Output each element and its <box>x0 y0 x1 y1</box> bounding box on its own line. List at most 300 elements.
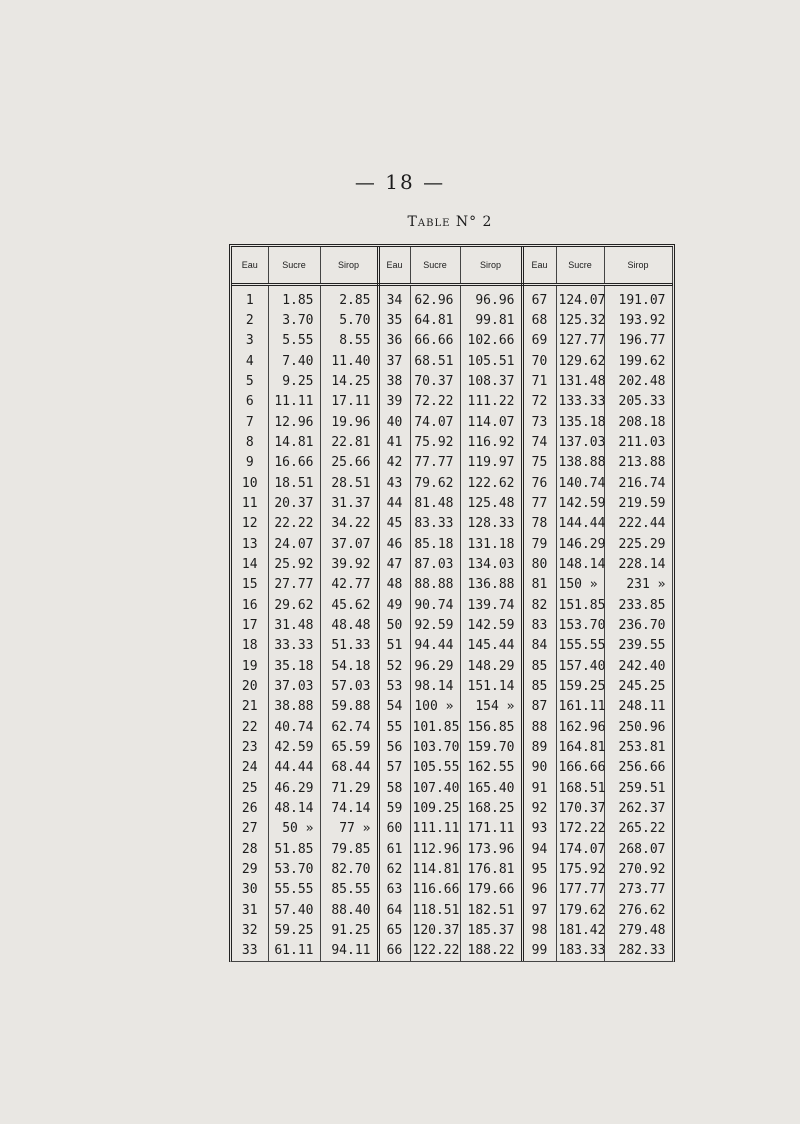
sirop-cell: 185.37 <box>460 920 522 940</box>
sucre-cell: 87.03 <box>410 554 460 574</box>
eau-cell: 13 <box>232 534 268 554</box>
sirop-cell: 134.03 <box>460 554 522 574</box>
sirop-cell: 74.14 <box>320 798 378 818</box>
sucre-cell: 1.85 <box>268 285 320 311</box>
eau-cell: 2 <box>232 310 268 330</box>
sucre-cell: 112.96 <box>410 839 460 859</box>
sirop-cell: 14.25 <box>320 371 378 391</box>
eau-cell: 3 <box>232 331 268 351</box>
sirop-cell: 262.37 <box>604 798 672 818</box>
sucre-cell: 31.48 <box>268 615 320 635</box>
sirop-cell: 270.92 <box>604 859 672 879</box>
sirop-cell: 136.88 <box>460 575 522 595</box>
eau-cell: 64 <box>378 900 410 920</box>
sucre-cell: 27.77 <box>268 575 320 595</box>
sirop-cell: 168.25 <box>460 798 522 818</box>
eau-cell: 97 <box>522 900 556 920</box>
eau-cell: 4 <box>232 351 268 371</box>
sirop-cell: 159.70 <box>460 737 522 757</box>
eau-cell: 76 <box>522 473 556 493</box>
sirop-cell: 128.33 <box>460 514 522 534</box>
table-row <box>232 758 672 778</box>
sirop-cell: 48.48 <box>320 615 378 635</box>
sucre-cell: 157.40 <box>556 656 604 676</box>
table-row <box>232 615 672 635</box>
eau-cell: 18 <box>232 636 268 656</box>
sirop-cell: 19.96 <box>320 412 378 432</box>
sirop-cell: 196.77 <box>604 331 672 351</box>
eau-cell: 21 <box>232 697 268 717</box>
sucre-cell: 14.81 <box>268 432 320 452</box>
sirop-cell: 37.07 <box>320 534 378 554</box>
sirop-cell: 228.14 <box>604 554 672 574</box>
eau-cell: 56 <box>378 737 410 757</box>
sirop-cell: 148.29 <box>460 656 522 676</box>
eau-cell: 80 <box>522 554 556 574</box>
eau-cell: 75 <box>522 453 556 473</box>
sirop-cell: 171.11 <box>460 819 522 839</box>
sucre-cell: 146.29 <box>556 534 604 554</box>
sirop-cell: 154 » <box>460 697 522 717</box>
sucre-cell: 29.62 <box>268 595 320 615</box>
eau-cell: 35 <box>378 310 410 330</box>
eau-cell: 15 <box>232 575 268 595</box>
sirop-cell: 179.66 <box>460 880 522 900</box>
sirop-cell: 239.55 <box>604 636 672 656</box>
table-row <box>232 310 672 330</box>
sucre-cell: 59.25 <box>268 920 320 940</box>
sucre-cell: 3.70 <box>268 310 320 330</box>
eau-cell: 45 <box>378 514 410 534</box>
sirop-cell: 213.88 <box>604 453 672 473</box>
sucre-cell: 127.77 <box>556 331 604 351</box>
sirop-cell: 5.70 <box>320 310 378 330</box>
eau-cell: 9 <box>232 453 268 473</box>
sucre-cell: 61.11 <box>268 941 320 961</box>
sucre-cell: 148.14 <box>556 554 604 574</box>
eau-cell: 78 <box>522 514 556 534</box>
sirop-cell: 191.07 <box>604 285 672 311</box>
eau-cell: 67 <box>522 285 556 311</box>
sucre-cell: 90.74 <box>410 595 460 615</box>
sirop-cell: 225.29 <box>604 534 672 554</box>
header-sucre: Sucre <box>268 247 320 285</box>
sirop-cell: 91.25 <box>320 920 378 940</box>
eau-cell: 82 <box>522 595 556 615</box>
conversion-table <box>229 244 675 962</box>
sucre-cell: 138.88 <box>556 453 604 473</box>
eau-cell: 84 <box>522 636 556 656</box>
header-sirop: Sirop <box>460 247 522 285</box>
sucre-cell: 101.85 <box>410 717 460 737</box>
sucre-cell: 72.22 <box>410 392 460 412</box>
sucre-cell: 105.55 <box>410 758 460 778</box>
eau-cell: 92 <box>522 798 556 818</box>
eau-cell: 41 <box>378 432 410 452</box>
sirop-cell: 216.74 <box>604 473 672 493</box>
sucre-cell: 174.07 <box>556 839 604 859</box>
sirop-cell: 82.70 <box>320 859 378 879</box>
sucre-cell: 66.66 <box>410 331 460 351</box>
eau-cell: 81 <box>522 575 556 595</box>
sirop-cell: 79.85 <box>320 839 378 859</box>
sirop-cell: 28.51 <box>320 473 378 493</box>
eau-cell: 43 <box>378 473 410 493</box>
sirop-cell: 68.44 <box>320 758 378 778</box>
eau-cell: 7 <box>232 412 268 432</box>
eau-cell: 53 <box>378 676 410 696</box>
sirop-cell: 71.29 <box>320 778 378 798</box>
sirop-cell: 17.11 <box>320 392 378 412</box>
eau-cell: 85 <box>522 676 556 696</box>
eau-cell: 94 <box>522 839 556 859</box>
sirop-cell: 31.37 <box>320 493 378 513</box>
sucre-cell: 159.25 <box>556 676 604 696</box>
eau-cell: 31 <box>232 900 268 920</box>
sucre-cell: 166.66 <box>556 758 604 778</box>
sirop-cell: 116.92 <box>460 432 522 452</box>
sucre-cell: 170.37 <box>556 798 604 818</box>
sucre-cell: 44.44 <box>268 758 320 778</box>
sucre-cell: 175.92 <box>556 859 604 879</box>
sirop-cell: 42.77 <box>320 575 378 595</box>
eau-cell: 91 <box>522 778 556 798</box>
eau-cell: 27 <box>232 819 268 839</box>
eau-cell: 61 <box>378 839 410 859</box>
sucre-cell: 7.40 <box>268 351 320 371</box>
table-title <box>0 214 800 230</box>
sucre-cell: 181.42 <box>556 920 604 940</box>
table-row <box>232 941 672 961</box>
table-row <box>232 737 672 757</box>
sirop-cell: 59.88 <box>320 697 378 717</box>
sirop-cell: 282.33 <box>604 941 672 961</box>
header-sucre: Sucre <box>556 247 604 285</box>
eau-cell: 71 <box>522 371 556 391</box>
eau-cell: 16 <box>232 595 268 615</box>
table-row <box>232 798 672 818</box>
eau-cell: 90 <box>522 758 556 778</box>
sucre-cell: 151.85 <box>556 595 604 615</box>
sirop-cell: 94.11 <box>320 941 378 961</box>
sirop-cell: 88.40 <box>320 900 378 920</box>
sirop-cell: 205.33 <box>604 392 672 412</box>
sucre-cell: 103.70 <box>410 737 460 757</box>
eau-cell: 19 <box>232 656 268 676</box>
sucre-cell: 46.29 <box>268 778 320 798</box>
sucre-cell: 50 » <box>268 819 320 839</box>
sucre-cell: 168.51 <box>556 778 604 798</box>
sirop-cell: 233.85 <box>604 595 672 615</box>
sirop-cell: 51.33 <box>320 636 378 656</box>
sucre-cell: 98.14 <box>410 676 460 696</box>
sucre-cell: 96.29 <box>410 656 460 676</box>
page-number: — 18 — <box>354 170 446 194</box>
sucre-cell: 64.81 <box>410 310 460 330</box>
sirop-cell: 57.03 <box>320 676 378 696</box>
sirop-cell: 45.62 <box>320 595 378 615</box>
sirop-cell: 242.40 <box>604 656 672 676</box>
sucre-cell: 83.33 <box>410 514 460 534</box>
sucre-cell: 177.77 <box>556 880 604 900</box>
sucre-cell: 68.51 <box>410 351 460 371</box>
eau-cell: 5 <box>232 371 268 391</box>
sucre-cell: 137.03 <box>556 432 604 452</box>
sucre-cell: 16.66 <box>268 453 320 473</box>
sirop-cell: 62.74 <box>320 717 378 737</box>
sirop-cell: 151.14 <box>460 676 522 696</box>
table-row <box>232 285 672 311</box>
sirop-cell: 96.96 <box>460 285 522 311</box>
eau-cell: 14 <box>232 554 268 574</box>
eau-cell: 17 <box>232 615 268 635</box>
eau-cell: 87 <box>522 697 556 717</box>
sirop-cell: 188.22 <box>460 941 522 961</box>
table-row <box>232 636 672 656</box>
sucre-cell: 25.92 <box>268 554 320 574</box>
sirop-cell: 268.07 <box>604 839 672 859</box>
sirop-cell: 222.44 <box>604 514 672 534</box>
eau-cell: 25 <box>232 778 268 798</box>
eau-cell: 50 <box>378 615 410 635</box>
sucre-cell: 114.81 <box>410 859 460 879</box>
sirop-cell: 22.81 <box>320 432 378 452</box>
eau-cell: 85 <box>522 656 556 676</box>
sirop-cell: 273.77 <box>604 880 672 900</box>
sirop-cell: 211.03 <box>604 432 672 452</box>
sucre-cell: 133.33 <box>556 392 604 412</box>
sirop-cell: 145.44 <box>460 636 522 656</box>
sucre-cell: 35.18 <box>268 656 320 676</box>
sirop-cell: 108.37 <box>460 371 522 391</box>
sucre-cell: 24.07 <box>268 534 320 554</box>
header-eau: Eau <box>232 247 268 285</box>
sirop-cell: 199.62 <box>604 351 672 371</box>
eau-cell: 98 <box>522 920 556 940</box>
sucre-cell: 79.62 <box>410 473 460 493</box>
sirop-cell: 253.81 <box>604 737 672 757</box>
table-row <box>232 880 672 900</box>
sucre-cell: 37.03 <box>268 676 320 696</box>
table-row <box>232 493 672 513</box>
sirop-cell: 125.48 <box>460 493 522 513</box>
sirop-cell: 176.81 <box>460 859 522 879</box>
sucre-cell: 38.88 <box>268 697 320 717</box>
sirop-cell: 142.59 <box>460 615 522 635</box>
sucre-cell: 77.77 <box>410 453 460 473</box>
table-row <box>232 676 672 696</box>
sucre-cell: 11.11 <box>268 392 320 412</box>
sucre-cell: 42.59 <box>268 737 320 757</box>
eau-cell: 39 <box>378 392 410 412</box>
eau-cell: 37 <box>378 351 410 371</box>
eau-cell: 54 <box>378 697 410 717</box>
eau-cell: 51 <box>378 636 410 656</box>
eau-cell: 12 <box>232 514 268 534</box>
sirop-cell: 34.22 <box>320 514 378 534</box>
table-row <box>232 453 672 473</box>
sucre-cell: 153.70 <box>556 615 604 635</box>
eau-cell: 20 <box>232 676 268 696</box>
eau-cell: 38 <box>378 371 410 391</box>
eau-cell: 23 <box>232 737 268 757</box>
eau-cell: 58 <box>378 778 410 798</box>
table-row <box>232 859 672 879</box>
eau-cell: 22 <box>232 717 268 737</box>
sucre-cell: 162.96 <box>556 717 604 737</box>
sucre-cell: 48.14 <box>268 798 320 818</box>
eau-cell: 69 <box>522 331 556 351</box>
sirop-cell: 105.51 <box>460 351 522 371</box>
sirop-cell: 102.66 <box>460 331 522 351</box>
header-sirop: Sirop <box>320 247 378 285</box>
table-title-prefix: Table <box>407 214 451 230</box>
eau-cell: 26 <box>232 798 268 818</box>
header-sirop: Sirop <box>604 247 672 285</box>
sucre-cell: 155.55 <box>556 636 604 656</box>
eau-cell: 99 <box>522 941 556 961</box>
table-row <box>232 432 672 452</box>
eau-cell: 44 <box>378 493 410 513</box>
eau-cell: 68 <box>522 310 556 330</box>
sucre-cell: 116.66 <box>410 880 460 900</box>
eau-cell: 63 <box>378 880 410 900</box>
table-row <box>232 656 672 676</box>
sucre-cell: 20.37 <box>268 493 320 513</box>
sucre-cell: 118.51 <box>410 900 460 920</box>
eau-cell: 73 <box>522 412 556 432</box>
table-row <box>232 819 672 839</box>
sucre-cell: 92.59 <box>410 615 460 635</box>
sirop-cell: 99.81 <box>460 310 522 330</box>
sucre-cell: 85.18 <box>410 534 460 554</box>
eau-cell: 8 <box>232 432 268 452</box>
table-row <box>232 839 672 859</box>
table-row <box>232 575 672 595</box>
sirop-cell: 54.18 <box>320 656 378 676</box>
sucre-cell: 111.11 <box>410 819 460 839</box>
sirop-cell: 119.97 <box>460 453 522 473</box>
eau-cell: 72 <box>522 392 556 412</box>
sucre-cell: 172.22 <box>556 819 604 839</box>
sirop-cell: 85.55 <box>320 880 378 900</box>
sirop-cell: 65.59 <box>320 737 378 757</box>
sucre-cell: 124.07 <box>556 285 604 311</box>
sucre-cell: 120.37 <box>410 920 460 940</box>
eau-cell: 34 <box>378 285 410 311</box>
eau-cell: 88 <box>522 717 556 737</box>
sirop-cell: 139.74 <box>460 595 522 615</box>
sucre-cell: 161.11 <box>556 697 604 717</box>
header-eau: Eau <box>378 247 410 285</box>
sirop-cell: 219.59 <box>604 493 672 513</box>
table-row <box>232 778 672 798</box>
eau-cell: 47 <box>378 554 410 574</box>
sirop-cell: 156.85 <box>460 717 522 737</box>
sirop-cell: 162.55 <box>460 758 522 778</box>
table-header-row <box>232 247 672 285</box>
eau-cell: 52 <box>378 656 410 676</box>
sucre-cell: 18.51 <box>268 473 320 493</box>
table-row <box>232 412 672 432</box>
sucre-cell: 94.44 <box>410 636 460 656</box>
eau-cell: 11 <box>232 493 268 513</box>
eau-cell: 59 <box>378 798 410 818</box>
table-row <box>232 900 672 920</box>
table-row <box>232 534 672 554</box>
sucre-cell: 179.62 <box>556 900 604 920</box>
eau-cell: 55 <box>378 717 410 737</box>
eau-cell: 95 <box>522 859 556 879</box>
sucre-cell: 57.40 <box>268 900 320 920</box>
eau-cell: 29 <box>232 859 268 879</box>
sirop-cell: 265.22 <box>604 819 672 839</box>
sucre-cell: 142.59 <box>556 493 604 513</box>
eau-cell: 6 <box>232 392 268 412</box>
sucre-cell: 81.48 <box>410 493 460 513</box>
eau-cell: 83 <box>522 615 556 635</box>
sucre-cell: 131.48 <box>556 371 604 391</box>
eau-cell: 42 <box>378 453 410 473</box>
eau-cell: 79 <box>522 534 556 554</box>
sucre-cell: 33.33 <box>268 636 320 656</box>
eau-cell: 70 <box>522 351 556 371</box>
sirop-cell: 193.92 <box>604 310 672 330</box>
eau-cell: 32 <box>232 920 268 940</box>
eau-cell: 36 <box>378 331 410 351</box>
table-row <box>232 371 672 391</box>
sirop-cell: 111.22 <box>460 392 522 412</box>
eau-cell: 65 <box>378 920 410 940</box>
table-row <box>232 392 672 412</box>
eau-cell: 96 <box>522 880 556 900</box>
sirop-cell: 256.66 <box>604 758 672 778</box>
table-row <box>232 920 672 940</box>
sucre-cell: 88.88 <box>410 575 460 595</box>
sirop-cell: 131.18 <box>460 534 522 554</box>
eau-cell: 30 <box>232 880 268 900</box>
sirop-cell: 202.48 <box>604 371 672 391</box>
sirop-cell: 236.70 <box>604 615 672 635</box>
sirop-cell: 250.96 <box>604 717 672 737</box>
eau-cell: 60 <box>378 819 410 839</box>
table-row <box>232 514 672 534</box>
sucre-cell: 5.55 <box>268 331 320 351</box>
table-title-suffix: N° 2 <box>455 214 493 230</box>
sucre-cell: 40.74 <box>268 717 320 737</box>
eau-cell: 93 <box>522 819 556 839</box>
sucre-cell: 62.96 <box>410 285 460 311</box>
sirop-cell: 208.18 <box>604 412 672 432</box>
eau-cell: 57 <box>378 758 410 778</box>
eau-cell: 33 <box>232 941 268 961</box>
sucre-cell: 129.62 <box>556 351 604 371</box>
sirop-cell: 165.40 <box>460 778 522 798</box>
table-row <box>232 331 672 351</box>
eau-cell: 77 <box>522 493 556 513</box>
eau-cell: 66 <box>378 941 410 961</box>
sirop-cell: 173.96 <box>460 839 522 859</box>
sirop-cell: 248.11 <box>604 697 672 717</box>
sucre-cell: 109.25 <box>410 798 460 818</box>
sirop-cell: 2.85 <box>320 285 378 311</box>
sirop-cell: 259.51 <box>604 778 672 798</box>
sirop-cell: 279.48 <box>604 920 672 940</box>
sucre-cell: 144.44 <box>556 514 604 534</box>
sucre-cell: 51.85 <box>268 839 320 859</box>
sucre-cell: 100 » <box>410 697 460 717</box>
table-row <box>232 351 672 371</box>
